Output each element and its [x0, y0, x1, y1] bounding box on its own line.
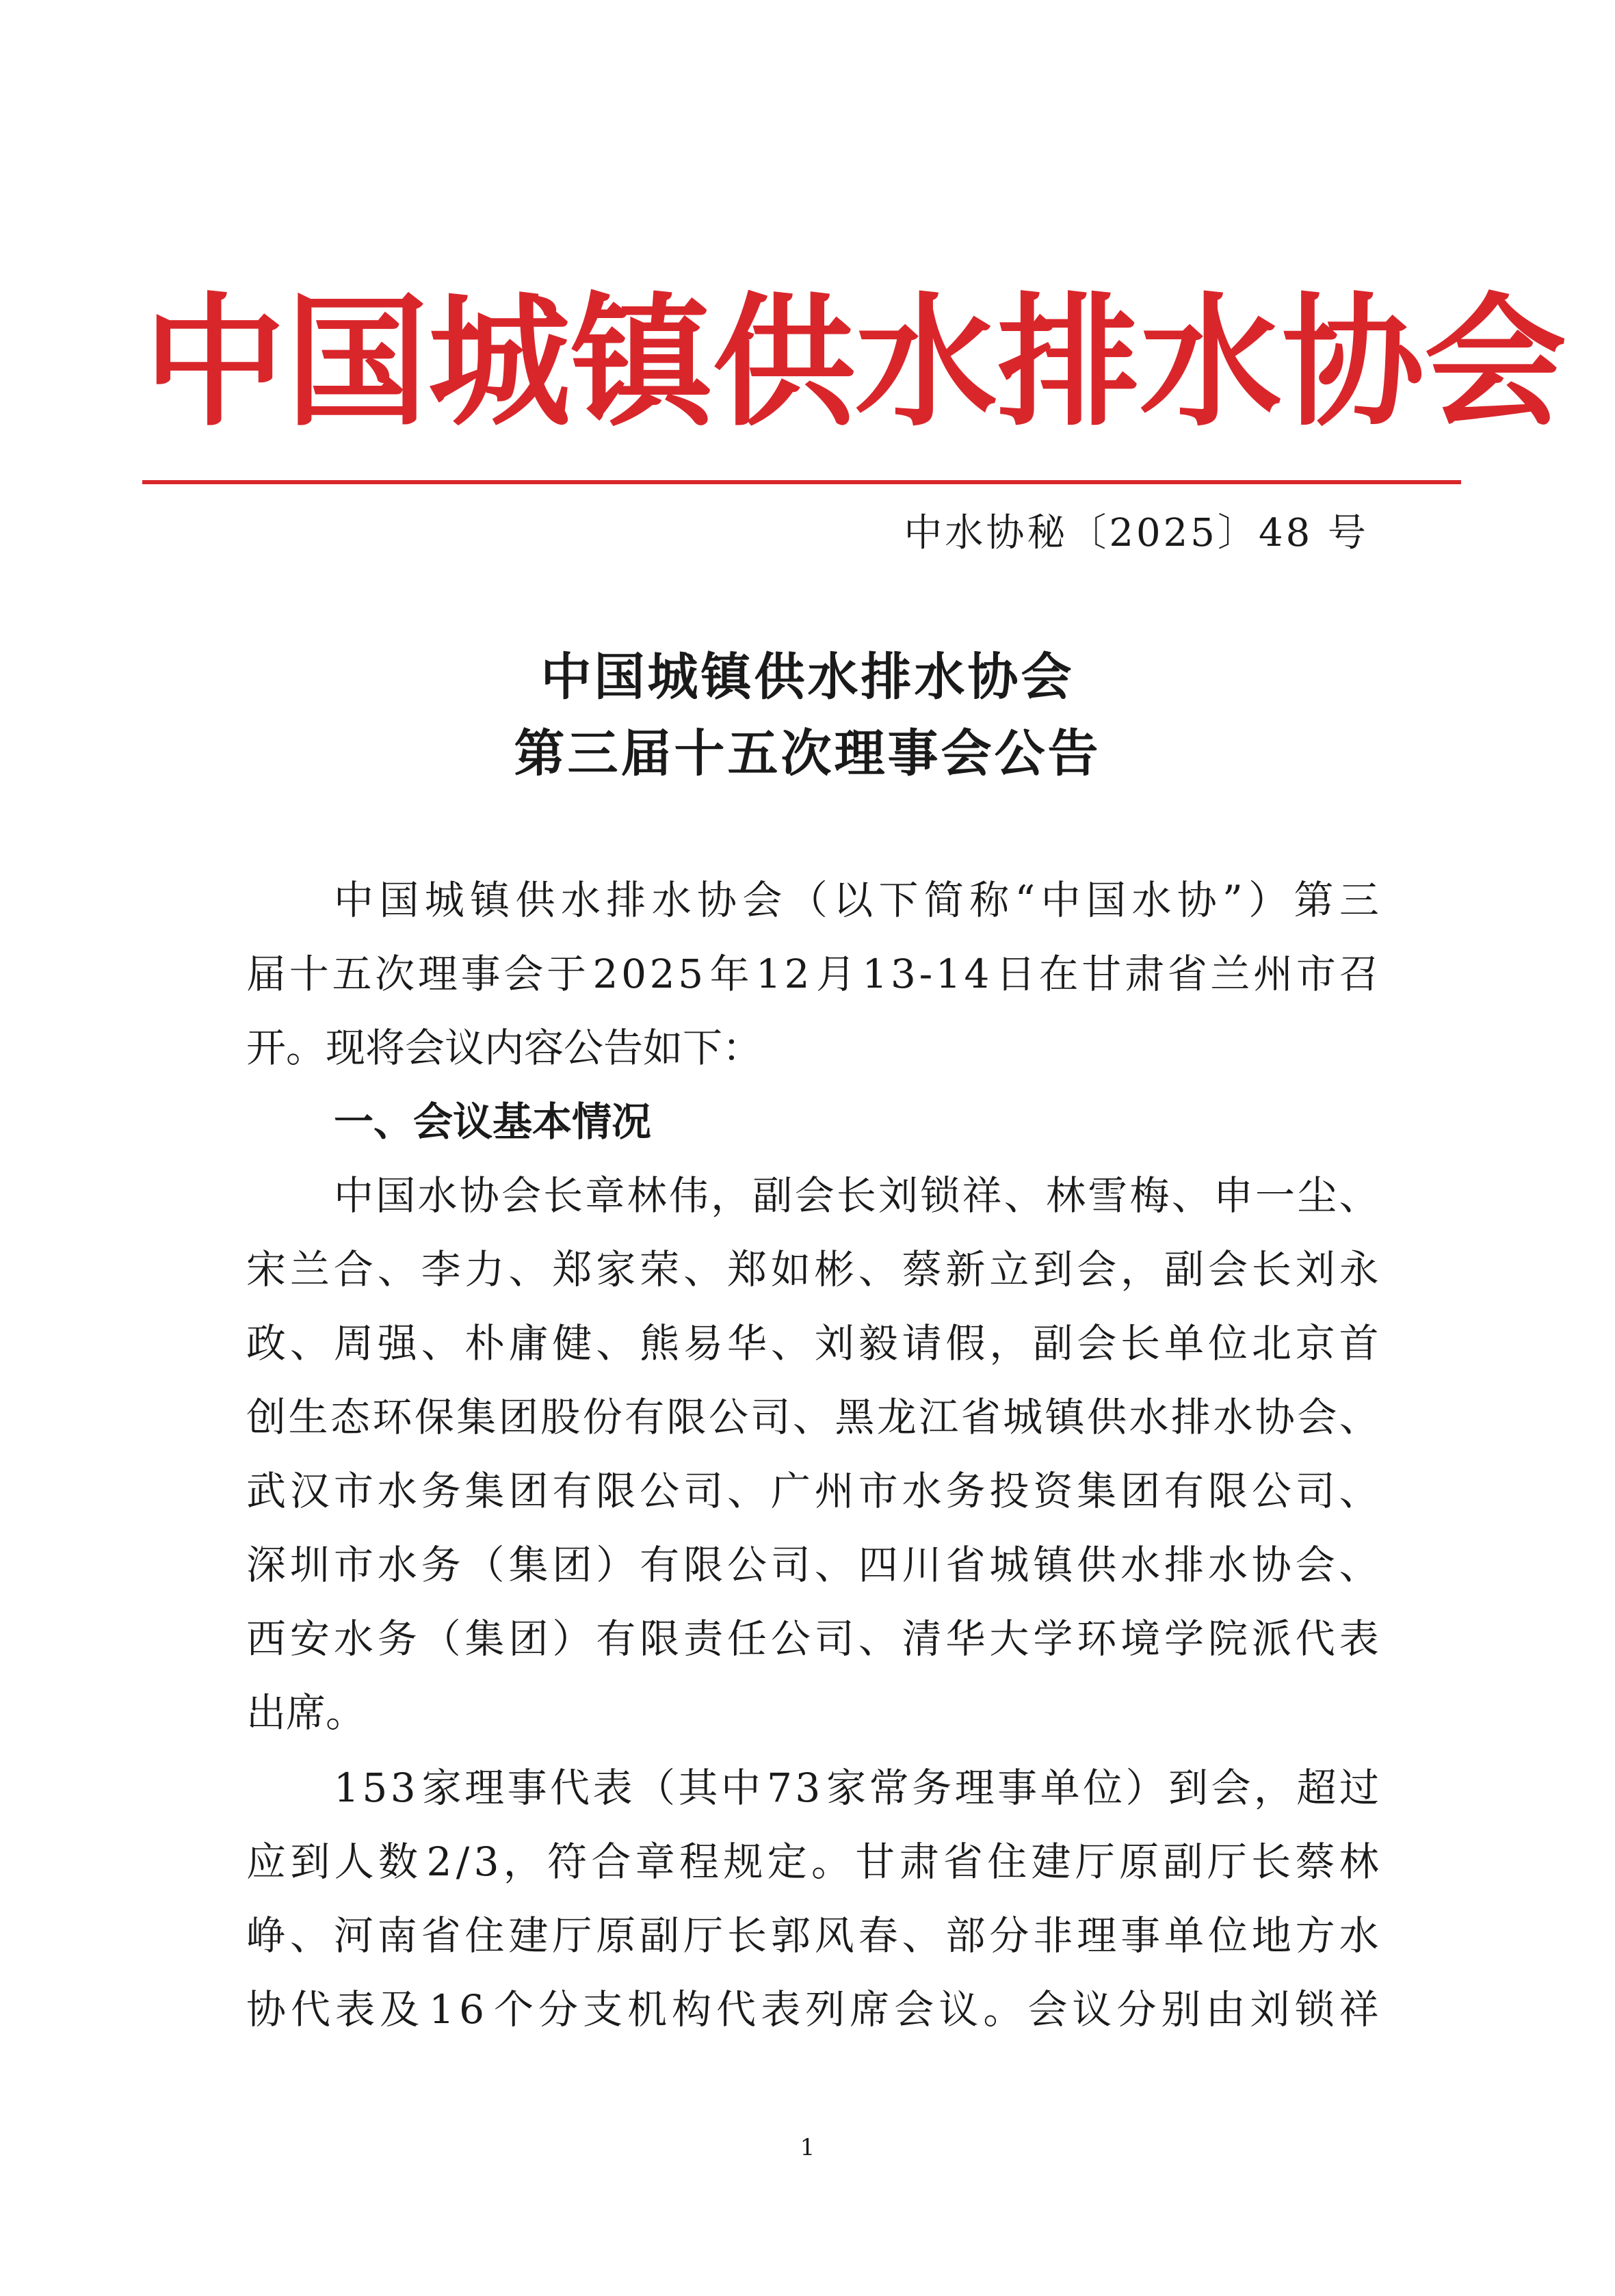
- title-line-2: 第三届十五次理事会公告: [514, 724, 1101, 783]
- body-line: 政 、 周 强 、 朴 庸 健 、 熊 易 华 、 刘 毅 请 假 ， 副 会 长 单 位 北 京 首: [246, 1320, 1379, 1367]
- letterhead-org-name: [144, 274, 1566, 451]
- document-number: 中水协秘〔2025〕48 号: [904, 511, 1369, 555]
- letterhead-char: 排: [997, 279, 1140, 446]
- letterhead-char: 国: [286, 279, 428, 446]
- body-line: 峥 、 河 南 省 住 建 厅 原 副 厅 长 郭 风 春 、 部 分 非 理 事 单 位 地 方 水: [246, 1912, 1379, 1959]
- body-line: 西 安 水 务 （ 集 团 ） 有 限 责 任 公 司 、 清 华 大 学 环 境 学 院 派 代 表: [246, 1615, 1379, 1662]
- letterhead-char: 协: [1282, 279, 1424, 446]
- body-line: 创 生 态 环 保 集 团 股 份 有 限 公 司 、 黑 龙 江 省 城 镇 供 水 排 水 协 会 、: [246, 1394, 1379, 1440]
- body-line: 届 十 五 次 理 事 会 于 2 0 2 5 年 1 2 月 1 3 - 1 4 日 在 甘 肃 省 兰 州 市 召: [246, 951, 1379, 997]
- letterhead-char: 镇: [570, 279, 713, 446]
- body-line: 应 到 人 数 2 / 3 ， 符 合 章 程 规 定 。 甘 肃 省 住 建 厅 原 副 厅 长 蔡 林: [246, 1838, 1379, 1885]
- letterhead-char: 水: [1140, 279, 1282, 446]
- title-line-1: 中国城镇供水排水协会: [540, 648, 1075, 707]
- letterhead-char: 会: [1424, 279, 1566, 446]
- body-line: 宋 兰 合 、 李 力 、 郑 家 荣 、 郑 如 彬 、 蔡 新 立 到 会 ， 副 会 长 刘 永: [246, 1246, 1379, 1293]
- letterhead-char: 供: [713, 279, 855, 446]
- body-line: 中 国 水 协 会 长 章 林 伟 ， 副 会 长 刘 锁 祥 、 林 雪 梅 、 申 一 尘 、: [334, 1172, 1379, 1219]
- body-line: 出席。: [246, 1689, 366, 1736]
- page-number: 1: [800, 2134, 815, 2161]
- letterhead-char: 城: [428, 279, 570, 446]
- body-line: 开。现将会议内容公告如下：: [246, 1025, 763, 1071]
- body-line: 深 圳 市 水 务 （ 集 团 ） 有 限 公 司 、 四 川 省 城 镇 供 水 排 水 协 会 、: [246, 1542, 1379, 1588]
- body-line: 协 代 表 及 1 6 个 分 支 机 构 代 表 列 席 会 议 。 会 议 分 别 由 刘 锁 祥: [246, 1986, 1379, 2033]
- letterhead-char: 水: [855, 279, 997, 446]
- letterhead-red-rule: [142, 480, 1461, 484]
- body-line: 1 5 3 家 理 事 代 表 （ 其 中 7 3 家 常 务 理 事 单 位 ） 到 会 ， 超 过: [334, 1765, 1379, 1811]
- letterhead-char: 中: [144, 279, 286, 446]
- body-line: 中 国 城 镇 供 水 排 水 协 会 （ 以 下 简 称 “ 中 国 水 协 ” ） 第 三: [334, 877, 1379, 923]
- body-line: 武 汉 市 水 务 集 团 有 限 公 司 、 广 州 市 水 务 投 资 集 团 有 限 公 司 、: [246, 1468, 1379, 1514]
- section-heading: 一、会议基本情况: [334, 1098, 652, 1145]
